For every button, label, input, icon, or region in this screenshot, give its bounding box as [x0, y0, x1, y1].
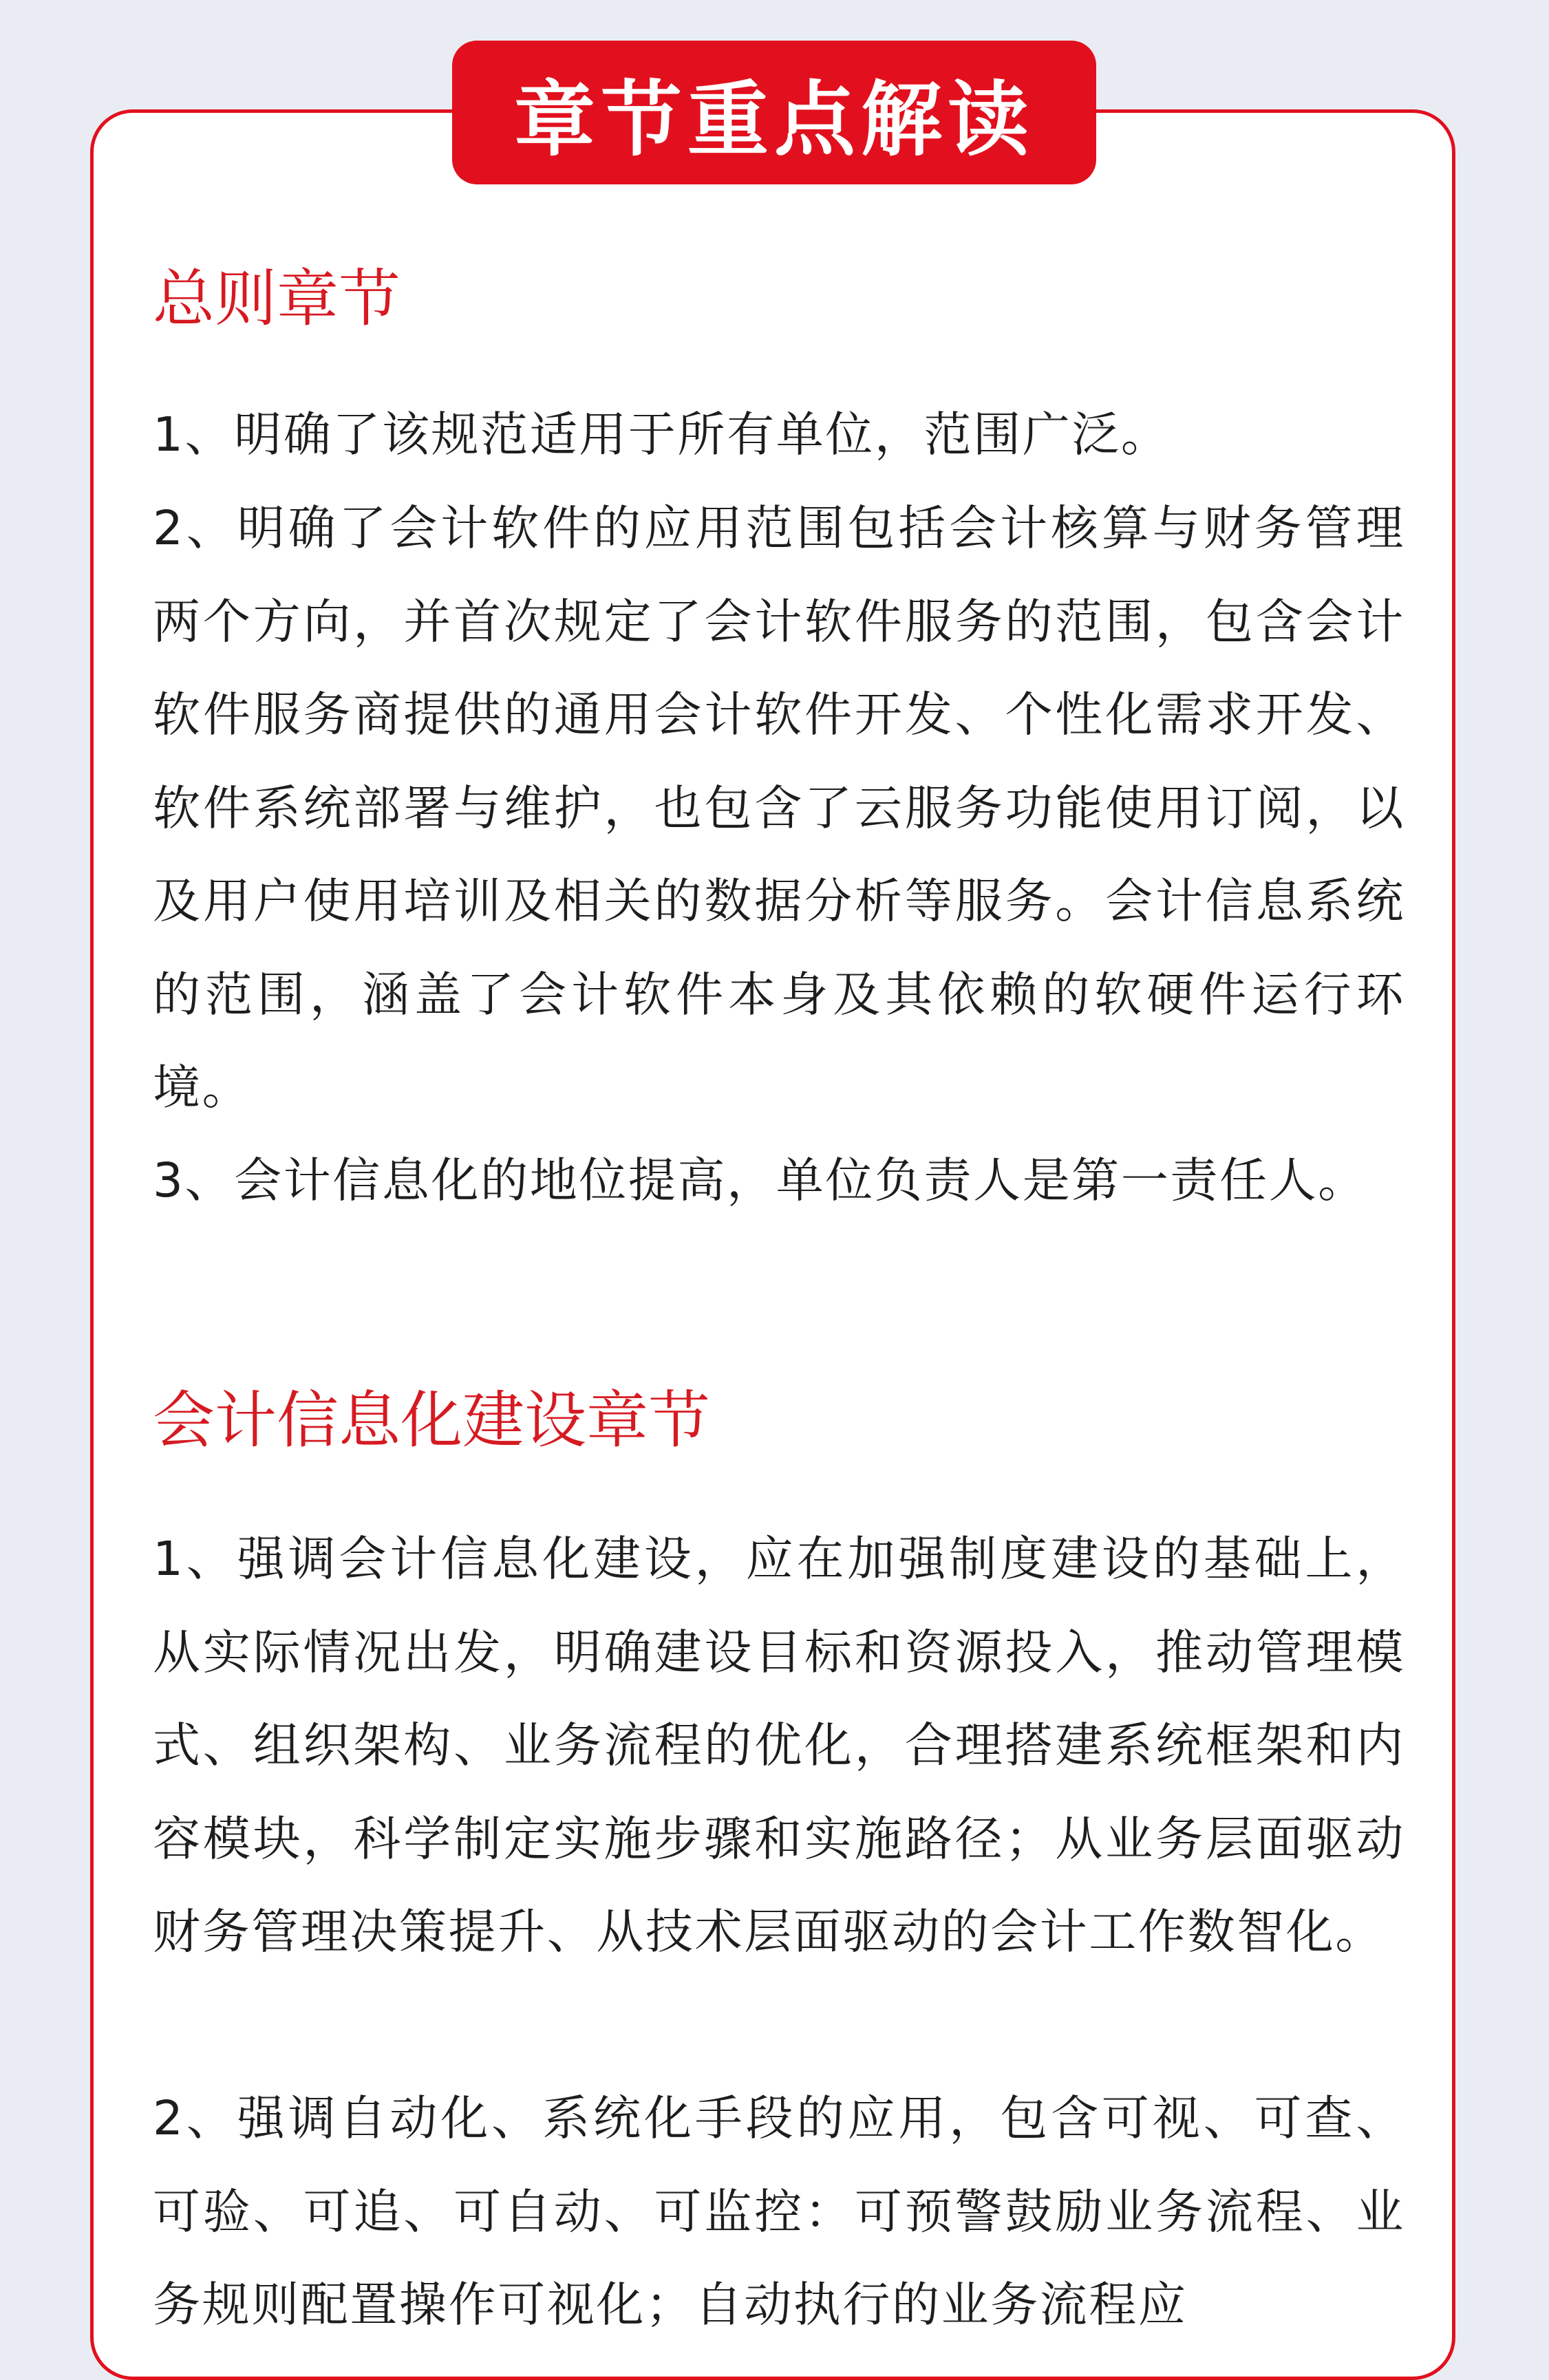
paragraph: 2、明确了会计软件的应用范围包括会计核算与财务管理两个方向，并首次规定了会计软件服务的范围，包含会计软件服务商提供的通用会计软件开发、个性化需求开发、软件系统部署与维护，也包含了云服务功能使用订阅，以及用户使用培训及相关的数据分析等服务。会计信息系统的范围，涵盖了会计软件本身及其依赖的软硬件运行环境。 — [153, 501, 1405, 1115]
paragraph: 1、明确了该规范适用于所有单位，范围广泛。 — [153, 407, 1171, 462]
section-title-informatization: 会计信息化建设章节 — [153, 1384, 710, 1457]
chapter-highlights-banner: 章节重点解读 — [452, 41, 1096, 184]
paragraph: 3、会计信息化的地位提高，单位负责人是第一责任人。 — [153, 1153, 1367, 1208]
paragraph: 1、强调会计信息化建设，应在加强制度建设的基础上，从实际情况出发，明确建设目标和资源投入，推动管理模式、组织架构、业务流程的优化，合理搭建系统框架和内容模块，科学制定实施步骤和实施路径；从业务层面驱动财务管理决策提升、从技术层面驱动的会计工作数智化。 — [153, 1532, 1405, 1960]
paragraph: 2、强调自动化、系统化手段的应用，包含可视、可查、可验、可追、可自动、可监控：可预警鼓励业务流程、业务规则配置操作可视化；自动执行的业务流程应 — [153, 2091, 1405, 2333]
section-title-general: 总则章节 — [153, 263, 400, 335]
